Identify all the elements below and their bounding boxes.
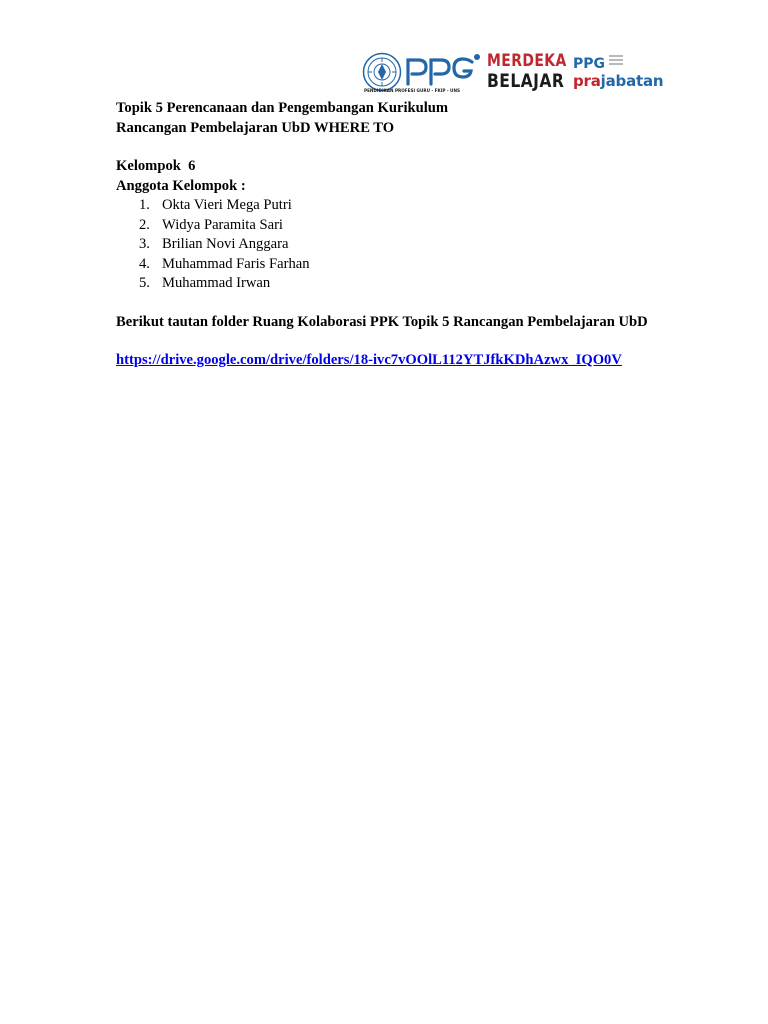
list-number: 4. xyxy=(139,255,150,272)
prajab-pra: pra xyxy=(573,72,601,90)
group-label: Kelompok 6 xyxy=(116,158,196,174)
list-item xyxy=(116,196,676,216)
list-item xyxy=(116,216,676,236)
group-block xyxy=(116,157,676,294)
list-number: 5. xyxy=(139,275,150,291)
members-list xyxy=(116,196,676,294)
drive-folder-link[interactable]: https://drive.google.com/drive/folders/18-ivc7vOOlL112YTJfkKDhAzwx_IQO0V xyxy=(116,352,622,368)
member-name: Brilian Novi Anggara xyxy=(162,236,289,252)
header-logos xyxy=(360,48,664,98)
list-number: 1. xyxy=(139,197,150,213)
ppg-caption: PENDIDIKAN PROFESI GURU - FKIP - UNS xyxy=(364,88,460,93)
list-item xyxy=(116,235,676,255)
member-name: Okta Vieri Mega Putri xyxy=(162,197,292,213)
member-name: Widya Paramita Sari xyxy=(162,216,283,233)
member-name: Muhammad Faris Farhan xyxy=(162,255,310,272)
folder-intro-text: Berikut tautan folder Ruang Kolaborasi PPK Topik 5 Rancangan Pembelajaran UbD xyxy=(116,313,648,330)
prajab-subtitle-lines xyxy=(609,55,623,67)
list-item xyxy=(116,255,676,275)
document-body xyxy=(116,99,676,371)
title-line-2: Rancangan Pembelajaran UbD WHERE TO xyxy=(116,119,395,136)
belajar-text: BELAJAR xyxy=(487,70,565,92)
uns-seal-icon xyxy=(362,52,402,92)
merdeka-belajar-logo xyxy=(487,50,567,96)
list-number: 2. xyxy=(139,216,150,233)
member-name: Muhammad Irwan xyxy=(162,275,271,291)
list-number: 3. xyxy=(139,236,150,252)
ppg-prajabatan-logo xyxy=(573,52,663,96)
list-item xyxy=(116,274,676,294)
prajab-jabatan: jabatan xyxy=(600,72,664,90)
members-label: Anggota Kelompok : xyxy=(116,177,246,194)
title-line-1: Topik 5 Perencanaan dan Pengembangan Kurikulum xyxy=(116,100,449,116)
document-title xyxy=(116,99,676,138)
prajab-ppg-text: PPG xyxy=(573,56,606,72)
merdeka-text: MERDEKA xyxy=(487,51,567,71)
prajabatan-text xyxy=(573,72,663,90)
